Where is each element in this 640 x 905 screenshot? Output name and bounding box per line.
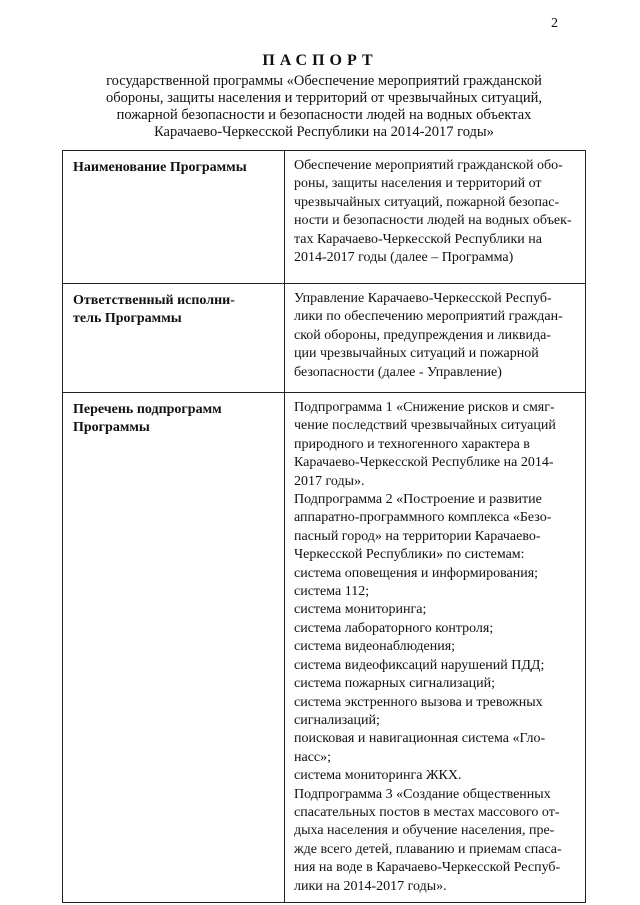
row-value-line: система видеофиксаций нарушений ПДД; xyxy=(294,657,545,673)
row-value-line: лики на 2014-2017 годы». xyxy=(294,878,447,894)
row-label xyxy=(63,151,285,284)
row-value-line: Подпрограмма 2 «Построение и развитие xyxy=(294,492,542,508)
row-value-line: 2017 годы». xyxy=(294,473,365,489)
row-value-line: Подпрограмма 3 «Создание общественных xyxy=(294,786,551,802)
row-value-line: чрезвычайных ситуаций, пожарной безопас- xyxy=(294,194,560,210)
row-value-line: система пожарных сигнализаций; xyxy=(294,676,496,692)
row-value xyxy=(285,393,586,903)
row-label-line: Перечень подпрограмм xyxy=(73,402,222,417)
row-value-line: Подпрограмма 1 «Снижение рисков и смяг- xyxy=(294,400,555,415)
page-number: 2 xyxy=(551,16,558,31)
row-value-line: безопасности (далее - Управление) xyxy=(294,364,502,380)
row-value-line: пасный город» на территории Карачаево- xyxy=(294,528,541,544)
subtitle-line: обороны, защиты населения и территорий от чрезвычайных ситуаций, xyxy=(106,90,542,106)
row-value-line: система лабораторного контроля; xyxy=(294,620,494,636)
row-value-line: жде всего детей, плаванию и приемам спаса- xyxy=(294,841,562,857)
row-value-line: тах Карачаево-Черкесской Республики на xyxy=(294,231,542,247)
row-value-line: ской обороны, предупреждения и ликвида- xyxy=(294,327,551,343)
subtitle-line: государственной программы «Обеспечение мероприятий гражданской xyxy=(106,73,542,89)
row-value-line: Управление Карачаево-Черкесской Респуб- xyxy=(294,291,552,306)
passport-table xyxy=(62,150,586,903)
row-value-line: система экстренного вызова и тревожных xyxy=(294,694,543,710)
row-value-line: система видеонаблюдения; xyxy=(294,639,456,655)
row-value-line: ции чрезвычайных ситуаций и пожарной xyxy=(294,346,539,362)
row-value-line: система мониторинга ЖКХ. xyxy=(294,768,462,784)
subtitle-line: Карачаево-Черкесской Республики на 2014-2017 годы» xyxy=(154,124,494,140)
document-subtitle xyxy=(74,73,574,141)
row-value-line: чение последствий чрезвычайных ситуаций xyxy=(294,418,556,434)
row-value-line: система оповещения и информирования; xyxy=(294,565,539,581)
row-label-line: Наименование Программы xyxy=(73,160,247,175)
row-value-line: Обеспечение мероприятий гражданской обо- xyxy=(294,158,563,173)
row-value-line: дыха населения и обучение населения, пре- xyxy=(294,823,555,839)
row-value-line: аппаратно-программного комплекса «Безо- xyxy=(294,510,552,526)
row-value-line: спасательных постов в местах массового от- xyxy=(294,804,560,820)
row-value-line: сигнализаций; xyxy=(294,712,380,728)
row-value-line: роны, защиты населения и территорий от xyxy=(294,176,542,192)
row-value-line: ния на воде в Карачаево-Черкесской Респуб- xyxy=(294,860,561,876)
row-value-line: ности и безопасности людей на водных объек- xyxy=(294,213,572,229)
row-value-line: природного и техногенного характера в xyxy=(294,436,530,452)
subtitle-line: пожарной безопасности и безопасности людей на водных объектах xyxy=(116,107,532,123)
document-title: ПАСПОРТ xyxy=(262,52,378,69)
table-row-responsible xyxy=(63,284,586,393)
row-value-line: поисковая и навигационная система «Гло- xyxy=(294,731,546,747)
row-value-line: Черкесской Республики» по системам: xyxy=(294,547,525,563)
row-label-line: тель Программы xyxy=(73,311,182,327)
row-value xyxy=(285,151,586,284)
row-label-line: Программы xyxy=(73,420,150,436)
row-value xyxy=(285,284,586,393)
row-value-line: лики по обеспечению мероприятий граждан- xyxy=(294,309,563,325)
row-value-line: система 112; xyxy=(294,584,370,600)
row-value-line: Карачаево-Черкесской Республике на 2014- xyxy=(294,455,554,471)
row-label xyxy=(63,393,285,903)
row-value-line: насс»; xyxy=(294,749,332,765)
row-label-line: Ответственный исполни- xyxy=(73,293,235,308)
table-row-subprograms xyxy=(63,393,586,903)
row-label xyxy=(63,284,285,393)
row-value-line: 2014-2017 годы (далее – Программа) xyxy=(294,250,514,266)
row-value-line: система мониторинга; xyxy=(294,602,427,618)
table-row-program-name xyxy=(63,151,586,284)
